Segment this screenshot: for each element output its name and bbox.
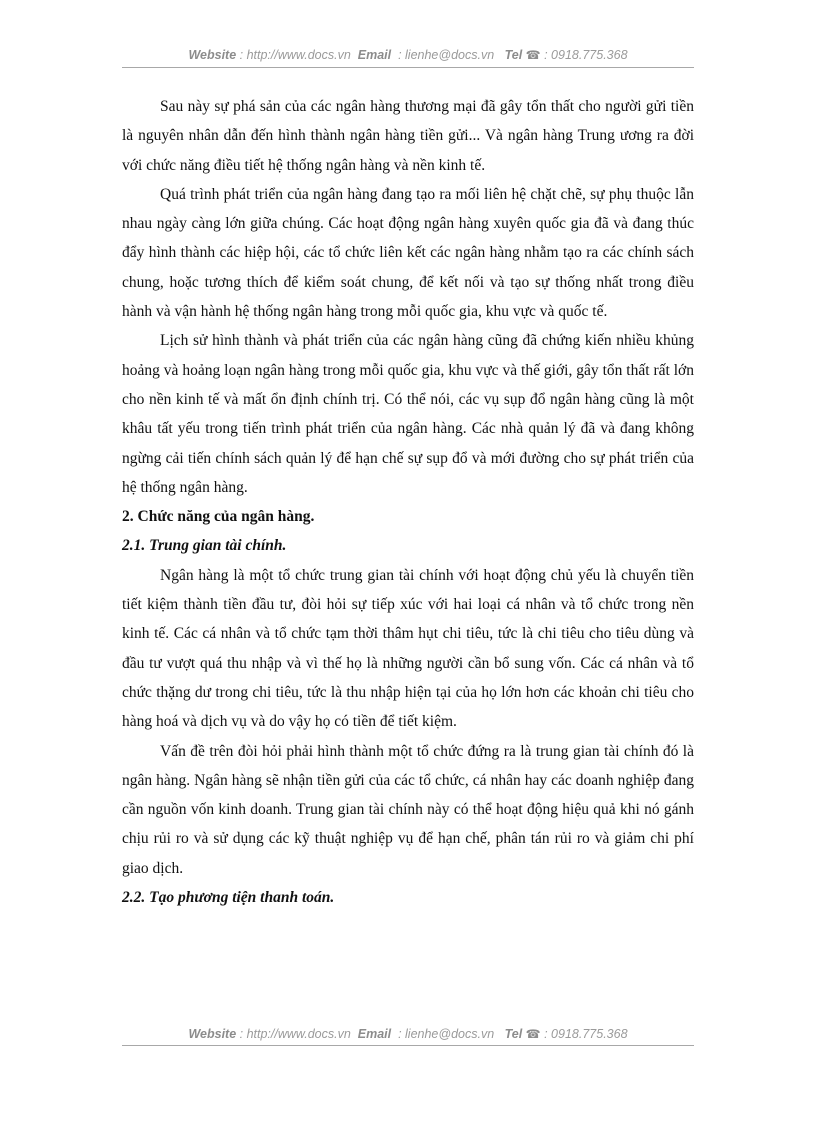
footer-website-url: : http://www.docs.vn	[239, 1027, 351, 1041]
phone-icon: ☎	[525, 1027, 541, 1041]
footer-divider	[122, 1045, 694, 1046]
header-divider	[122, 67, 694, 68]
section-heading: 2. Chức năng của ngân hàng.	[122, 508, 315, 526]
header-email-label: Email	[357, 48, 392, 62]
footer-email-label: Email	[357, 1027, 392, 1041]
header-email-value: : lienhe@docs.vn	[398, 48, 495, 62]
document-body	[122, 92, 694, 912]
footer-email-value: : lienhe@docs.vn	[398, 1027, 495, 1041]
header-tel-label: Tel	[504, 48, 523, 62]
header-website-url: : http://www.docs.vn	[239, 48, 351, 62]
paragraph: Ngân hàng là một tổ chức trung gian tài chính với hoạt động chủ yếu là chuyển tiền tiết kiệm thành tiền đầu tư, đòi hỏi sự tiếp xúc với hai loại cá nhân và tổ chức trong nền kinh tế. Các cá nhân và tổ chức tạm thời thâm hụt chi tiêu, tức là chi tiêu cho tiêu dùng và đầu tư vượt quá thu nhập và vì thế họ là những người cần bổ sung vốn. Các cá nhân và tổ chức thặng dư trong chi tiêu, tức là thu nhập hiện tại của họ lớn hơn các khoản chi tiêu cho hàng hoá và dịch vụ và do vậy họ có tiền để tiết kiệm.	[122, 566, 694, 731]
subsection-heading: 2.2. Tạo phương tiện thanh toán.	[122, 889, 335, 907]
header-website-label: Website	[188, 48, 237, 62]
paragraph: Sau này sự phá sản của các ngân hàng thương mại đã gây tổn thất cho người gửi tiền là nguyên nhân dẫn đến hình thành ngân hàng tiền gửi... Và ngân hàng Trung ương ra đời với chức năng điều tiết hệ thống ngân hàng và nền kinh tế.	[122, 98, 694, 174]
page-footer	[122, 1027, 694, 1041]
page-header	[122, 48, 694, 62]
subsection-heading: 2.1. Trung gian tài chính.	[122, 537, 287, 555]
paragraph: Quá trình phát triển của ngân hàng đang tạo ra mối liên hệ chặt chẽ, sự phụ thuộc lẫn nhau ngày càng lớn giữa chúng. Các hoạt động ngân hàng xuyên quốc gia đã và đang thúc đẩy hình thành các hiệp hội, các tổ chức liên kết các ngân hàng nhằm tạo ra các chính sách chung, hoặc tương thích để kiểm soát chung, để kết nối và tạo sự thống nhất trong điều hành và vận hành hệ thống ngân hàng trong mỗi quốc gia, khu vực và quốc tế.	[122, 185, 694, 321]
footer-tel-label: Tel	[504, 1027, 523, 1041]
footer-tel-value: : 0918.775.368	[544, 1027, 628, 1041]
header-tel-value: : 0918.775.368	[544, 48, 628, 62]
phone-icon: ☎	[525, 48, 541, 62]
footer-website-label: Website	[188, 1027, 237, 1041]
paragraph: Lịch sử hình thành và phát triển của các ngân hàng cũng đã chứng kiến nhiều khủng hoảng và hoảng loạn ngân hàng trong mỗi quốc gia, khu vực và thế giới, gây tổn thất rất lớn cho nền kinh tế và mất ổn định chính trị. Có thể nói, các vụ sụp đổ ngân hàng cũng là một khâu tất yếu trong tiến trình phát triển của ngân hàng. Các nhà quản lý đã và đang không ngừng cải tiến chính sách quản lý để hạn chế sự sụp đổ và mới đường cho sự phát triển của hệ thống ngân hàng.	[122, 332, 694, 496]
paragraph: Vấn đề trên đòi hỏi phải hình thành một tổ chức đứng ra là trung gian tài chính đó là ngân hàng. Ngân hàng sẽ nhận tiền gửi của các tổ chức, cá nhân hay các doanh nghiệp đang cần nguồn vốn kinh doanh. Trung gian tài chính này có thể hoạt động hiệu quả khi nó gánh chịu rủi ro và sử dụng các kỹ thuật nghiệp vụ để hạn chế, phân tán rủi ro và giảm chi phí giao dịch.	[122, 742, 694, 877]
